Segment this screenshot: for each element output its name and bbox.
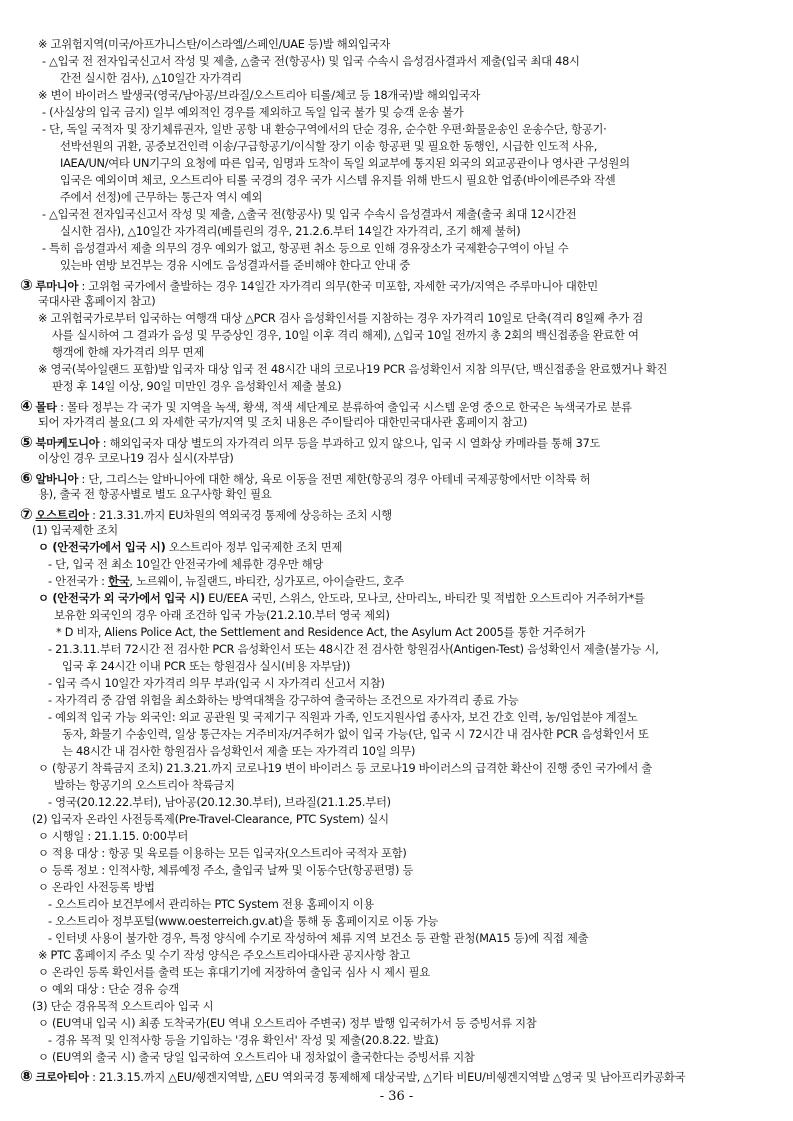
text-line bbox=[60, 139, 775, 155]
text-line bbox=[54, 778, 775, 794]
line-text: ※ 고위험국가로부터 입국하는 여행객 대상 △PCR 검사 음성확인서를 지참하는 경우 자가격리 10일로 단축(격리 8일째 추가 검 bbox=[38, 312, 644, 325]
line-text: ㅇ (EU역외 출국 시) 출국 당일 입국하여 오스트리아 내 정차없이 출국한다는 증빙서류 지참 bbox=[38, 1051, 475, 1064]
text-line bbox=[20, 398, 775, 416]
line-text: ㅇ 적용 대상 : 항공 및 육로를 이용하는 모든 입국자(오스트리아 국적자 포함) bbox=[38, 847, 407, 860]
bold-heading: 알바니아 bbox=[35, 473, 79, 486]
line-text: 입국 후 24시간 이내 PCR 또는 항원검사 실시(비용 자부담)) bbox=[62, 660, 351, 673]
line-text: - 예외적 입국 가능 외국인: 외교 공관원 및 국제기구 직원과 가족, 인도지원사업 종사자, 보건 간호 인력, 농/임업분야 계절노 bbox=[48, 711, 638, 724]
text-line bbox=[48, 914, 775, 930]
line-text: ㅇ (EU역내 입국 시) 최종 도착국가(EU 역내 오스트리아 주변국) 정부 발행 입국허가서 등 증빙서류 지참 bbox=[38, 1017, 537, 1030]
text-line bbox=[20, 506, 775, 524]
section-number: ⑦ bbox=[20, 505, 33, 523]
line-text: 사를 실시하여 그 결과가 음성 및 무증상인 경우, 10일 이후 격리 해제), △입국 10일 전까지 총 2회의 백신접종을 완료한 여 bbox=[52, 329, 639, 342]
text-line bbox=[54, 608, 775, 624]
text-line bbox=[38, 540, 775, 556]
text-line bbox=[48, 693, 775, 709]
section-number: ③ bbox=[20, 276, 33, 294]
line-text: 이상인 경우 코로나19 검사 실시(자부담) bbox=[38, 452, 234, 465]
line-text: ㅇ 예외 대상 : 단순 경유 승객 bbox=[38, 983, 179, 996]
line-prefix: - 안전국가 : bbox=[48, 575, 109, 588]
text-line bbox=[48, 574, 775, 590]
line-text: : 해외입국자 대상 별도의 자가격리 의무 등을 부과하고 있지 않으나, 입국 시 열화상 카메라를 통해 37도 bbox=[99, 437, 601, 450]
page-number: - 36 - bbox=[379, 1089, 414, 1104]
bold-heading: 북마케도니아 bbox=[35, 437, 100, 450]
text-line bbox=[38, 362, 775, 378]
text-line bbox=[38, 1050, 775, 1066]
line-text: : 고위험 국가에서 출발하는 경우 14일간 자가격리 의무(한국 미포함, 자세한 국가/지역은 주루마니아 대한민 bbox=[78, 280, 598, 293]
line-text: 주에서 선정)에 근무하는 통근자 역시 예외 bbox=[60, 191, 263, 204]
text-line bbox=[20, 277, 775, 295]
line-text: ※ PTC 홈페이지 주소 및 수기 작성 양식은 주오스트리아대사관 공지사항 참고 bbox=[38, 949, 411, 962]
text-line bbox=[42, 105, 775, 121]
bold-heading: ㅇ (안전국가 외 국가에서 입국 시) bbox=[38, 592, 205, 605]
text-line bbox=[20, 470, 775, 488]
text-line bbox=[48, 795, 775, 811]
line-text: - 단, 입국 전 최소 10일간 안전국가에 체류한 경우만 해당 bbox=[48, 558, 324, 571]
line-text: ㅇ 등록 정보 : 인적사항, 체류예정 주소, 출입국 날짜 및 이동수단(항공편명) 등 bbox=[38, 864, 414, 877]
line-text: ㅇ (항공기 착륙금지 조치) 21.3.21.까지 코로나19 변이 바이러스 등 코로나19 바이러스의 급격한 확산이 진행 중인 국가에서 출 bbox=[38, 762, 653, 775]
line-text: ※ 변이 바이러스 발생국(영국/남아공/브라질/오스트리아 티롤/체코 등 18개국)발 해외입국자 bbox=[38, 89, 481, 102]
line-text: 용), 출국 전 항공사별로 별도 요구사항 확인 필요 bbox=[38, 488, 272, 501]
text-line bbox=[38, 761, 775, 777]
line-text: : 21.3.15.까지 △EU/쉥겐지역발, △EU 역외국경 통제해제 대상국발, △기타 비EU/비쉥겐지역발 △영국 및 남아프리카공화국 bbox=[88, 1071, 686, 1084]
text-line bbox=[52, 379, 775, 395]
bold-heading: 몰타 bbox=[35, 401, 57, 414]
line-text: : 단, 그리스는 알바니아에 대한 해상, 육로 이동을 전면 제한(항공의 경우 아테네 국제공항에서만 이착륙 허 bbox=[78, 473, 591, 486]
line-text: (3) 단순 경유목적 오스트리아 입국 시 bbox=[32, 1000, 214, 1013]
text-line bbox=[52, 328, 775, 344]
line-text: - 21.3.11.부터 72시간 전 검사한 PCR 음성확인서 또는 48시간 전 검사한 항원검사(Antigen-Test) 음성확인서 제출(불가능 시, bbox=[48, 643, 659, 656]
line-text: 선박선원의 귀환, 공중보건인력 이송/구급항공기/이식할 장기 이송 항공편 및 필요한 동행인, 시급한 인도적 사유, bbox=[60, 140, 598, 153]
line-text: - 오스트리아 보건부에서 관리하는 PTC System 전용 홈페이지 이용 bbox=[48, 898, 374, 911]
line-text: * D 비자, Aliens Police Act, the Settlement and Residence Act, the Asylum Act 2005를 통한 거주허가 bbox=[56, 626, 585, 639]
text-line bbox=[38, 880, 775, 896]
text-line bbox=[38, 311, 775, 327]
text-line bbox=[60, 71, 775, 87]
text-line bbox=[48, 931, 775, 947]
text-line bbox=[38, 487, 775, 503]
line-text: 입국은 예외이며 체코, 오스트리아 티롤 국경의 경우 국가 시스템 유지를 위해 반드시 필요한 업종(바이에른주와 작센 bbox=[60, 174, 616, 187]
text-line bbox=[32, 812, 775, 828]
text-line bbox=[62, 727, 775, 743]
section-number: ④ bbox=[20, 397, 33, 415]
text-line bbox=[38, 863, 775, 879]
text-line bbox=[60, 258, 775, 274]
section-number: ⑤ bbox=[20, 433, 33, 451]
text-line bbox=[56, 625, 775, 641]
line-text: 행객에 한해 자가격리 의무 면제 bbox=[52, 346, 204, 359]
line-text: ※ 영국(북아일랜드 포함)발 입국자 대상 입국 전 48시간 내의 코로나19 PCR 음성확인서 지참 의무(단, 백신접종을 완료했거나 확진 bbox=[38, 363, 668, 376]
line-text: 오스트리아 정부 입국제한 조치 면제 bbox=[165, 541, 343, 554]
line-text: ㅇ 시행일 : 21.1.15. 0:00부터 bbox=[38, 830, 188, 843]
text-line bbox=[60, 224, 775, 240]
text-line bbox=[52, 345, 775, 361]
text-line bbox=[38, 948, 775, 964]
text-line bbox=[42, 122, 775, 138]
line-text: 되어 자가격리 불요(그 외 자세한 국가/지역 및 조치 내용은 주이탈리아 대한민국대사관 홈페이지 참고) bbox=[38, 416, 528, 429]
line-text: - 인터넷 사용이 불가한 경우, 특정 양식에 수기로 작성하여 체류 지역 보건소 등 관할 관청(MA15 등)에 직접 제출 bbox=[48, 932, 589, 945]
line-text: (2) 입국자 온라인 사전등록제(Pre-Travel-Clearance, PTC System) 실시 bbox=[32, 813, 389, 826]
text-line bbox=[62, 659, 775, 675]
text-line bbox=[38, 37, 775, 53]
bold-heading: 한국 bbox=[108, 575, 130, 588]
line-text: 간전 실시한 검사), △10일간 자가격리 bbox=[60, 72, 242, 85]
text-line bbox=[38, 88, 775, 104]
bold-heading: 오스트리아 bbox=[35, 509, 89, 522]
text-line bbox=[60, 156, 775, 172]
text-line bbox=[60, 190, 775, 206]
section-number: ⑧ bbox=[20, 1067, 33, 1085]
text-line bbox=[32, 523, 775, 539]
text-line bbox=[38, 591, 775, 607]
line-text: - 오스트리아 정부포털(www.oesterreich.gv.at)을 통해 동 홈페이지로 이동 가능 bbox=[48, 915, 439, 928]
text-line bbox=[38, 294, 775, 310]
text-line bbox=[48, 1033, 775, 1049]
text-line bbox=[38, 982, 775, 998]
text-line bbox=[38, 451, 775, 467]
line-text: - 특히 음성결과서 제출 의무의 경우 예외가 없고, 항공편 취소 등으로 인해 경유장소가 국제환승구역이 아닐 수 bbox=[42, 242, 569, 255]
text-line bbox=[48, 710, 775, 726]
text-line bbox=[38, 415, 775, 431]
text-line bbox=[38, 965, 775, 981]
line-text: ※ 고위험지역(미국/아프가니스탄/이스라엘/스페인/UAE 등)발 해외입국자 bbox=[38, 38, 391, 51]
text-line bbox=[48, 557, 775, 573]
text-line bbox=[20, 1068, 775, 1086]
line-text: 동자, 화물기 수송인력, 일상 통근자는 거주비자/거주허가 없이 입국 가능(단, 입국 시 72시간 내 검사한 PCR 음성확인서 또 bbox=[62, 728, 649, 741]
line-text: - △입국 전 전자입국신고서 작성 및 제출, △출국 전(항공사) 및 입국 수속시 음성검사결과서 제출(입국 최대 48시 bbox=[42, 55, 580, 68]
text-line bbox=[32, 999, 775, 1015]
text-line bbox=[38, 829, 775, 845]
line-text: 발하는 항공기의 오스트리아 착륙금지 bbox=[54, 779, 235, 792]
line-text: 실시한 검사), △10일간 자가격리(베를린의 경우, 21.2.6.부터 14일간 자가격리, 조기 해제 불허) bbox=[60, 225, 521, 238]
text-line bbox=[38, 846, 775, 862]
line-text: : 21.3.31.까지 EU차원의 역외국경 통제에 상응하는 조치 시행 bbox=[88, 509, 392, 522]
line-text: : 몰타 정부는 각 국가 및 지역을 녹색, 황색, 적색 세단계로 분류하여 출입국 시스템 운영 중으로 한국은 녹색국가로 분류 bbox=[56, 401, 632, 414]
line-text: 는 48시간 내 검사한 항원검사 음성확인서 제출 또는 자가격리 10일 의무) bbox=[62, 745, 416, 758]
line-text: - △입국전 전자입국신고서 작성 및 제출, △출국 전(항공사) 및 입국 수속시 음성결과서 제출(출국 최대 12시간전 bbox=[42, 208, 577, 221]
text-line bbox=[42, 241, 775, 257]
text-line bbox=[42, 54, 775, 70]
line-text: - (사실상의 입국 금지) 일부 예외적인 경우를 제외하고 독일 입국 불가 및 승객 운송 불가 bbox=[42, 106, 464, 119]
line-text: - 자가격리 중 감염 위험을 최소화하는 방역대책을 강구하여 출국하는 조건으로 자가격리 종료 가능 bbox=[48, 694, 519, 707]
line-text: , 노르웨이, 뉴질랜드, 바티칸, 싱가포르, 아이슬란드, 호주 bbox=[129, 575, 405, 588]
line-text: - 영국(20.12.22.부터), 남아공(20.12.30.부터), 브라질(21.1.25.부터) bbox=[48, 796, 391, 809]
line-text: 판정 후 14일 이상, 90일 미만인 경우 음성확인서 제출 불요) bbox=[52, 380, 342, 393]
text-line bbox=[42, 207, 775, 223]
text-line bbox=[48, 897, 775, 913]
line-text: 보유한 외국인의 경우 아래 조건하 입국 가능(21.2.10.부터 영국 제외) bbox=[54, 609, 390, 622]
line-text: IAEA/UN/여타 UN기구의 요청에 따른 입국, 임명과 도착이 독일 외교부에 통지된 외국의 외교공관이나 영사관 구성원의 bbox=[60, 157, 630, 170]
line-text: - 입국 즉시 10일간 자가격리 의무 부과(입국 시 자가격리 신고서 지참) bbox=[48, 677, 385, 690]
line-text: ㅇ 온라인 등록 확인서를 출력 또는 휴대기기에 저장하여 출입국 심사 시 제시 필요 bbox=[38, 966, 430, 979]
bold-heading: 크로아티아 bbox=[35, 1071, 89, 1084]
line-text: - 단, 독일 국적자 및 장기체류권자, 일반 공항 내 환승구역에서의 단순 경유, 순수한 우편·화물운송인 운송수단, 항공기· bbox=[42, 123, 607, 136]
text-line bbox=[20, 434, 775, 452]
text-line bbox=[48, 676, 775, 692]
bold-heading: 루마니아 bbox=[35, 280, 79, 293]
text-line bbox=[48, 642, 775, 658]
text-line bbox=[62, 744, 775, 760]
text-line bbox=[60, 173, 775, 189]
bold-heading: ㅇ (안전국가에서 입국 시) bbox=[38, 541, 166, 554]
line-text: ㅇ 온라인 사전등록 방법 bbox=[38, 881, 155, 894]
line-text: (1) 입국제한 조치 bbox=[32, 524, 118, 537]
line-text: - 경유 목적 및 인적사항 등을 기입하는 '경유 확인서' 작성 및 제출(20.8.22. 발효) bbox=[48, 1034, 439, 1047]
text-line bbox=[38, 1016, 775, 1032]
line-text: 국대사관 홈페이지 참고) bbox=[38, 295, 156, 308]
section-number: ⑥ bbox=[20, 469, 33, 487]
line-text: 있는바 연방 보건부는 경유 시에도 음성결과서를 준비해야 한다고 안내 중 bbox=[60, 259, 410, 272]
line-text: EU/EEA 국민, 스위스, 안도라, 모나코, 산마리노, 바티칸 및 적법한 오스트리아 거주허가*를 bbox=[204, 592, 645, 605]
